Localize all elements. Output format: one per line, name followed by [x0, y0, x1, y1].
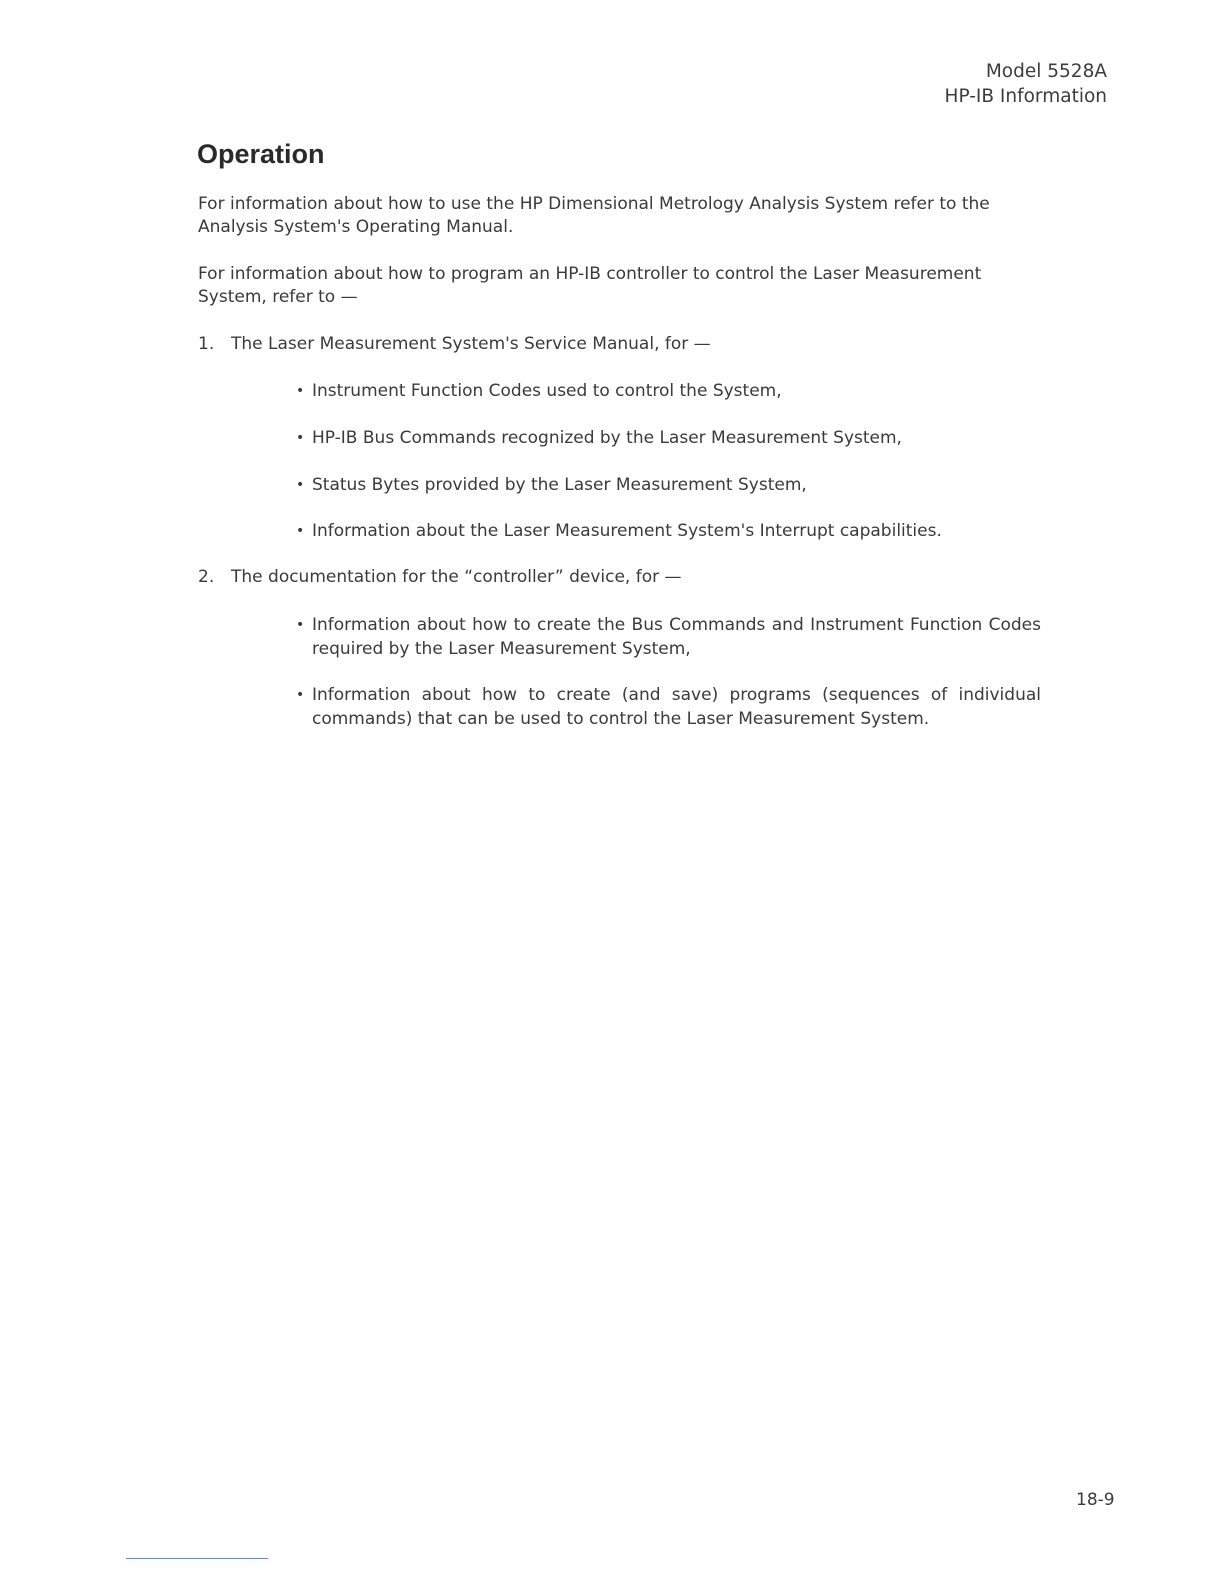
list-item: [296, 519, 1041, 543]
list-item: [296, 473, 1041, 497]
list-item-text: Information about the Laser Measurement System's Interrupt capabilities.: [312, 521, 942, 541]
intro-paragraph-2: For information about how to program an HP-IB controller to control the Laser Measurement System, refer to —: [198, 264, 982, 307]
page-number: 18-9: [1076, 1490, 1115, 1510]
section-title: Operation: [197, 139, 325, 169]
bullet-icon: •: [296, 687, 305, 703]
numbered-item-text: The Laser Measurement System's Service Manual, for —: [231, 334, 711, 354]
list-item-text: Instrument Function Codes used to control the System,: [312, 381, 782, 401]
list-item: [296, 426, 1041, 450]
list-item: [296, 683, 1041, 731]
list-item-text: HP-IB Bus Commands recognized by the Laser Measurement System,: [312, 428, 902, 448]
list-item: [296, 379, 1041, 403]
bottom-rule: [126, 1558, 268, 1559]
bullet-icon: •: [296, 477, 305, 493]
numbered-item-1: [198, 333, 1038, 356]
running-header: [945, 59, 1107, 109]
bullet-icon: •: [296, 383, 305, 399]
list-item-text: Status Bytes provided by the Laser Measurement System,: [312, 475, 807, 495]
numbered-item-number: 1.: [198, 334, 215, 354]
header-model: Model 5528A: [985, 61, 1107, 82]
bullet-icon: •: [296, 430, 305, 446]
header-section: HP-IB Information: [944, 86, 1107, 107]
list-item: [296, 613, 1041, 661]
numbered-item-number: 2.: [198, 567, 215, 587]
intro-paragraph-1: For information about how to use the HP Dimensional Metrology Analysis System refer to the Analysis System's Operating Manual.: [198, 194, 990, 237]
list-item-text: Information about how to create the Bus Commands and Instrument Function Codes required by the Laser Measurement System,: [312, 615, 1041, 659]
bullet-icon: •: [296, 523, 305, 539]
numbered-item-2: [198, 566, 1038, 589]
bullet-icon: •: [296, 617, 305, 633]
numbered-item-text: The documentation for the “controller” device, for —: [231, 567, 682, 587]
list-item-text: Information about how to create (and save) programs (sequences of individual commands) that can be used to control the Laser Measurement System.: [312, 685, 1041, 729]
